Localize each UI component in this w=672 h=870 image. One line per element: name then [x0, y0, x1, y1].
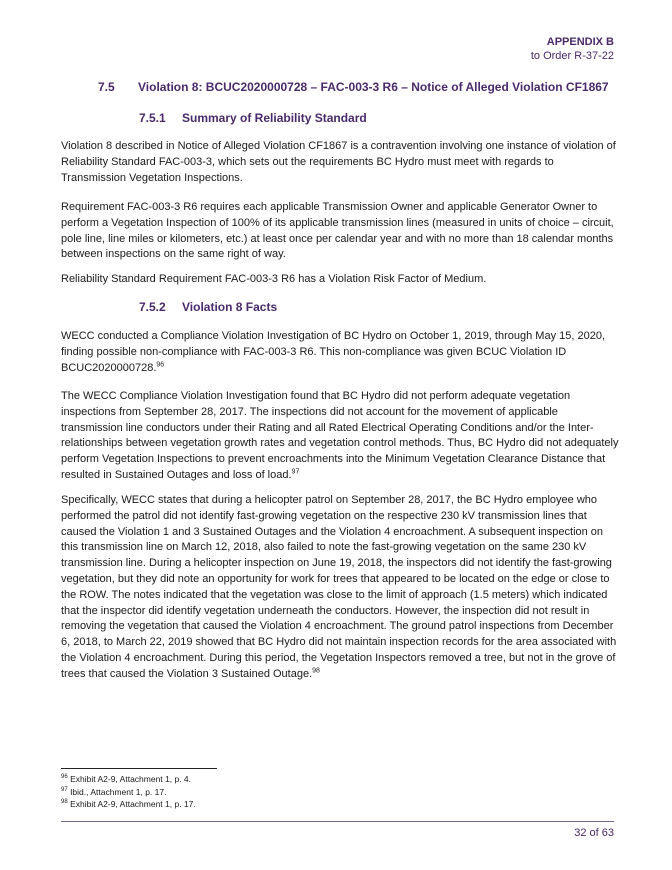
footnote-divider — [61, 768, 217, 769]
footnotes — [61, 773, 196, 811]
paragraph-patrol-details: Specifically, WECC states that during a helicopter patrol on September 28, 2017, the BC Hydro employee who performed the patrol did not identify fast-growing vegetation on the respective 230 kV transmission lines that caused the Violation 1 and 3 Sustained Outages and the Violation 4 encroachment. A subsequent inspection on this transmission line on March 12, 2018, also failed to note the fast-growing vegetation on the same 230 kV transmission line. During a helicopter inspection on June 19, 2018, the inspectors did not identify the fast-growing vegetation, but they did note an opportunity for work for trees that appeared to be located on the edge or close to the ROW. The notes indicated that the vegetation was close to the limit of approach (1.5 meters) which indicated that the inspector did identify vegetation underneath the conductors. However, the inspection did not result in removing the vegetation that caused the Violation 4 encroachment. The ground patrol inspections from December 6, 2018, to March 22, 2019 showed that BC Hydro did not maintain inspection records for the area associated with the Violation 4 encroachment. During this period, the Vegetation Inspectors removed a tree, but not in the grove of trees that caused the Violation 3 Sustained Outage.$^{98}$ — [61, 494, 617, 680]
appendix-header — [531, 35, 614, 63]
appendix-label: APPENDIX B — [546, 36, 614, 48]
footnote-ref: 96 — [156, 360, 165, 368]
footnote-ref: 97 — [291, 468, 300, 476]
subsection-number: 7.5.2 — [139, 300, 166, 314]
footnote: $^{97}$ Ibid., Attachment 1, p. 17. — [61, 786, 167, 797]
section-title: Violation 8: BCUC2020000728 – FAC-003-3 R6 – Notice of Alleged Violation CF1867 — [138, 80, 609, 94]
subsection-title: Violation 8 Facts — [182, 300, 278, 314]
footnote-ref: 98 — [312, 667, 320, 675]
page-number: 32 of 63 — [574, 827, 614, 839]
footer-divider — [61, 821, 614, 822]
subsection-heading-facts — [139, 300, 277, 314]
footnote: $^{98}$ Exhibit A2-9, Attachment 1, p. 17. — [61, 799, 196, 809]
order-reference: to Order R-37-22 — [530, 50, 614, 62]
footnote: $^{96}$ Exhibit A2-9, Attachment 1, p. 4. — [61, 774, 192, 784]
section-heading — [98, 80, 609, 94]
subsection-heading-summary — [139, 111, 367, 125]
subsection-title: Summary of Reliability Standard — [182, 111, 367, 125]
subsection-number: 7.5.1 — [139, 111, 166, 125]
paragraph-requirement: Requirement FAC-003-3 R6 requires each applicable Transmission Owner and applicable Generator Owner to perform a Vegetation Inspection of 100% of its applicable transmission lines (measured in units of choice – circuit, pole line, line miles or kilometers, etc.) at least once per calendar year and with no more than 18 calendar months between inspections on the same right of way. — [61, 201, 614, 261]
section-number: 7.5 — [98, 80, 115, 94]
paragraph-violation-description: Violation 8 described in Notice of Alleged Violation CF1867 is a contravention involving one instance of violation of Reliability Standard FAC-003-3, which sets out the requirements BC Hydro must meet with regards to Transmission Vegetation Inspections. — [61, 140, 616, 184]
paragraph-risk-factor: Reliability Standard Requirement FAC-003-3 R6 has a Violation Risk Factor of Medium. — [61, 273, 487, 285]
paragraph-investigation: WECC conducted a Compliance Violation Investigation of BC Hydro on October 1, 2019, through May 15, 2020, finding possible non-compliance with FAC-003-3 R6. This non-compliance was given BCUC Violation ID BCUC2020000728.96 — [61, 330, 605, 374]
paragraph-findings: The WECC Compliance Violation Investigation found that BC Hydro did not perform adequate vegetation inspections from September 28, 2017. The inspections did not account for the movement of applicable transmission line conductors under their Rating and all Rated Electrical Operating Conditions and/or the Inter-relationships between vegetation growth rates and vegetation control methods. Thus, BC Hydro did not adequately perform Vegetation Inspections to prevent encroachments into the Minimum Vegetation Clearance Distance that resulted in Sustained Outages and loss of load.$^{97}$ — [61, 390, 619, 481]
